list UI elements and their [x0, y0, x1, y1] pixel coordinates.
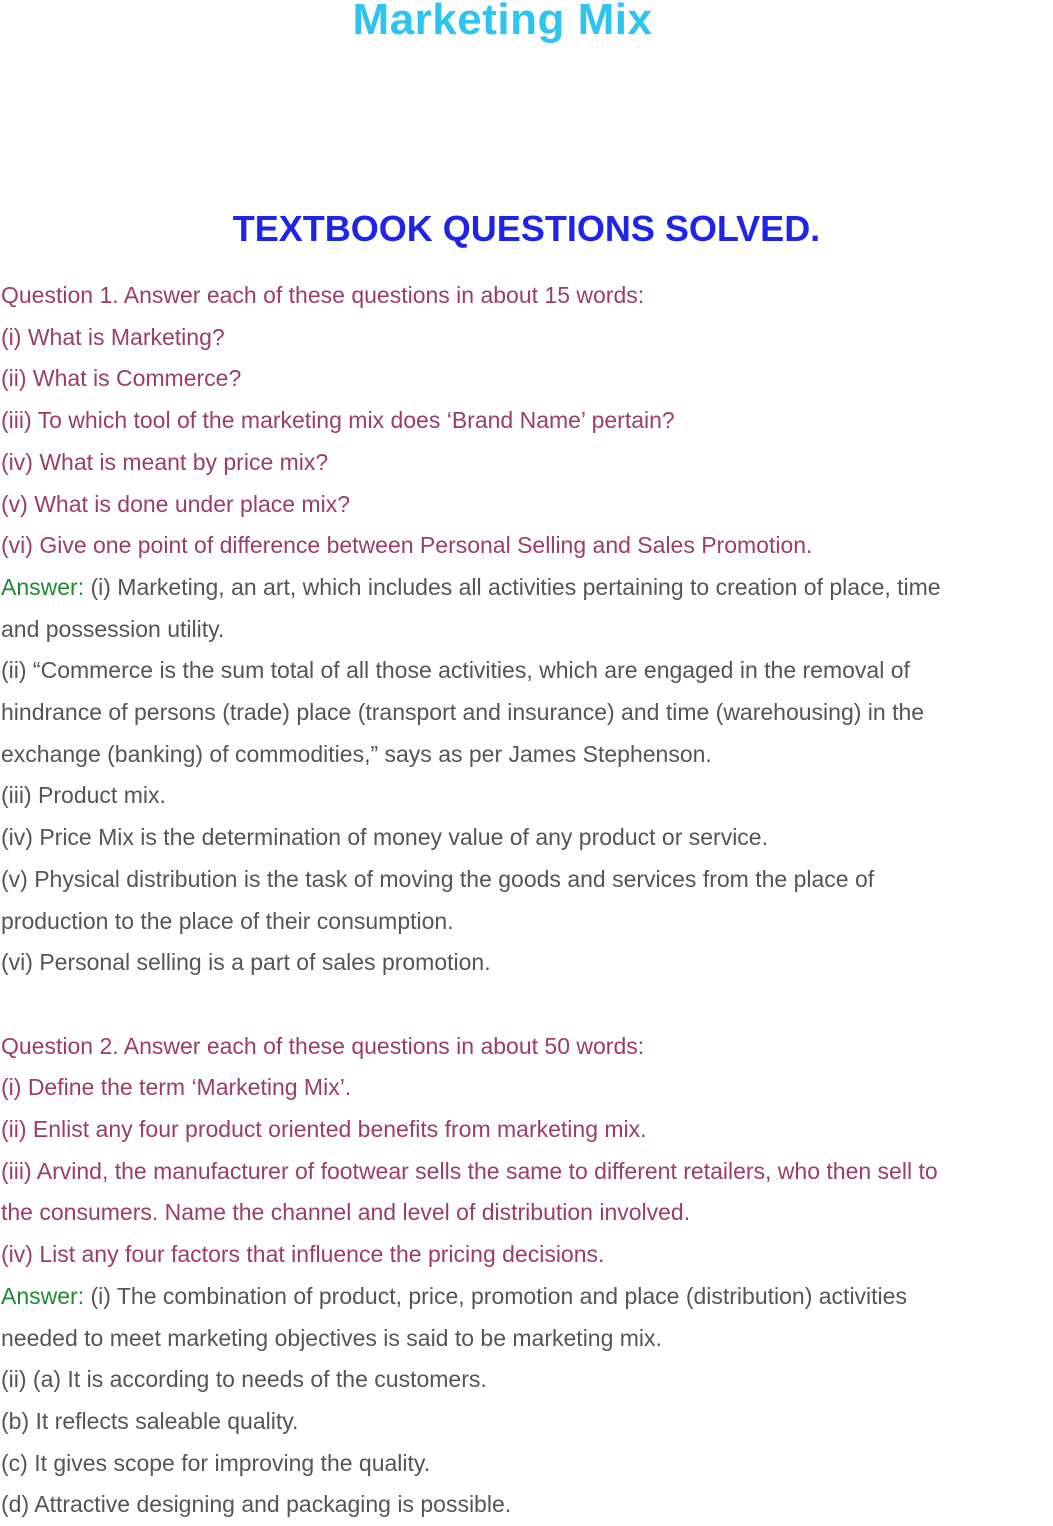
question-1-heading: Question 1. Answer each of these questions in about 15 words: [1, 282, 645, 308]
question-1-item: (iii) To which tool of the marketing mix does ‘Brand Name’ pertain? [1, 407, 675, 434]
answer-2-line: (d) Attractive designing and packaging is possible. [1, 1491, 512, 1518]
answer-2-text: (i) The combination of product, price, promotion and place (distribution) activities [84, 1282, 907, 1309]
question-2-item: (iv) List any four factors that influence the pricing decisions. [1, 1241, 605, 1268]
question-2-item: (ii) Enlist any four product oriented benefits from marketing mix. [1, 1116, 647, 1143]
answer-2-line: (ii) (a) It is according to needs of the customers. [1, 1366, 487, 1393]
answer-1-line: (iii) Product mix. [1, 782, 166, 809]
answer-1-line: hindrance of persons (trade) place (transport and insurance) and time (warehousing) in the [1, 699, 925, 726]
answer-2-line: needed to meet marketing objectives is said to be marketing mix. [1, 1324, 662, 1351]
section-heading: TEXTBOOK QUESTIONS SOLVED. [232, 208, 821, 249]
question-2-item: (i) Define the term ‘Marketing Mix’. [1, 1074, 352, 1101]
question-1-item: (ii) What is Commerce? [1, 365, 242, 392]
question-1-item: (vi) Give one point of difference between Personal Selling and Sales Promotion. [1, 532, 813, 559]
document-body [1, 275, 1053, 1526]
answer-1-line: exchange (banking) of commodities,” says as per James Stephenson. [1, 740, 712, 767]
answer-1-text: (i) Marketing, an art, which includes all activities pertaining to creation of place, time [84, 573, 941, 600]
question-2-item: (iii) Arvind, the manufacturer of footwear sells the same to different retailers, who then sell to [1, 1157, 938, 1184]
question-2-heading: Question 2. Answer each of these questions in about 50 words: [1, 1032, 645, 1059]
answer-1-line: production to the place of their consumption. [1, 907, 454, 934]
answer-2-label: Answer: [1, 1282, 85, 1309]
answer-1-line: (iv) Price Mix is the determination of money value of any product or service. [1, 824, 768, 851]
page-title: Marketing Mix [352, 0, 653, 44]
answer-2-line: (c) It gives scope for improving the quality. [1, 1449, 431, 1476]
answer-2-line: (b) It reflects saleable quality. [1, 1407, 299, 1434]
answer-1-label: Answer: [1, 573, 85, 600]
question-2-item: the consumers. Name the channel and level of distribution involved. [1, 1199, 691, 1226]
answer-1-line: (v) Physical distribution is the task of moving the goods and services from the place of [1, 865, 875, 892]
answer-2-line [1, 1276, 1053, 1318]
question-1-item: (iv) What is meant by price mix? [1, 448, 329, 475]
answer-1-line [1, 567, 1053, 609]
answer-1-line: and possession utility. [1, 615, 225, 642]
question-1-item: (i) What is Marketing? [1, 323, 225, 350]
answer-1-line: (ii) “Commerce is the sum total of all those activities, which are engaged in the removal of [1, 657, 910, 684]
section-spacer [1, 984, 1053, 1026]
question-1-item: (v) What is done under place mix? [1, 490, 350, 517]
answer-1-line: (vi) Personal selling is a part of sales promotion. [1, 949, 491, 976]
